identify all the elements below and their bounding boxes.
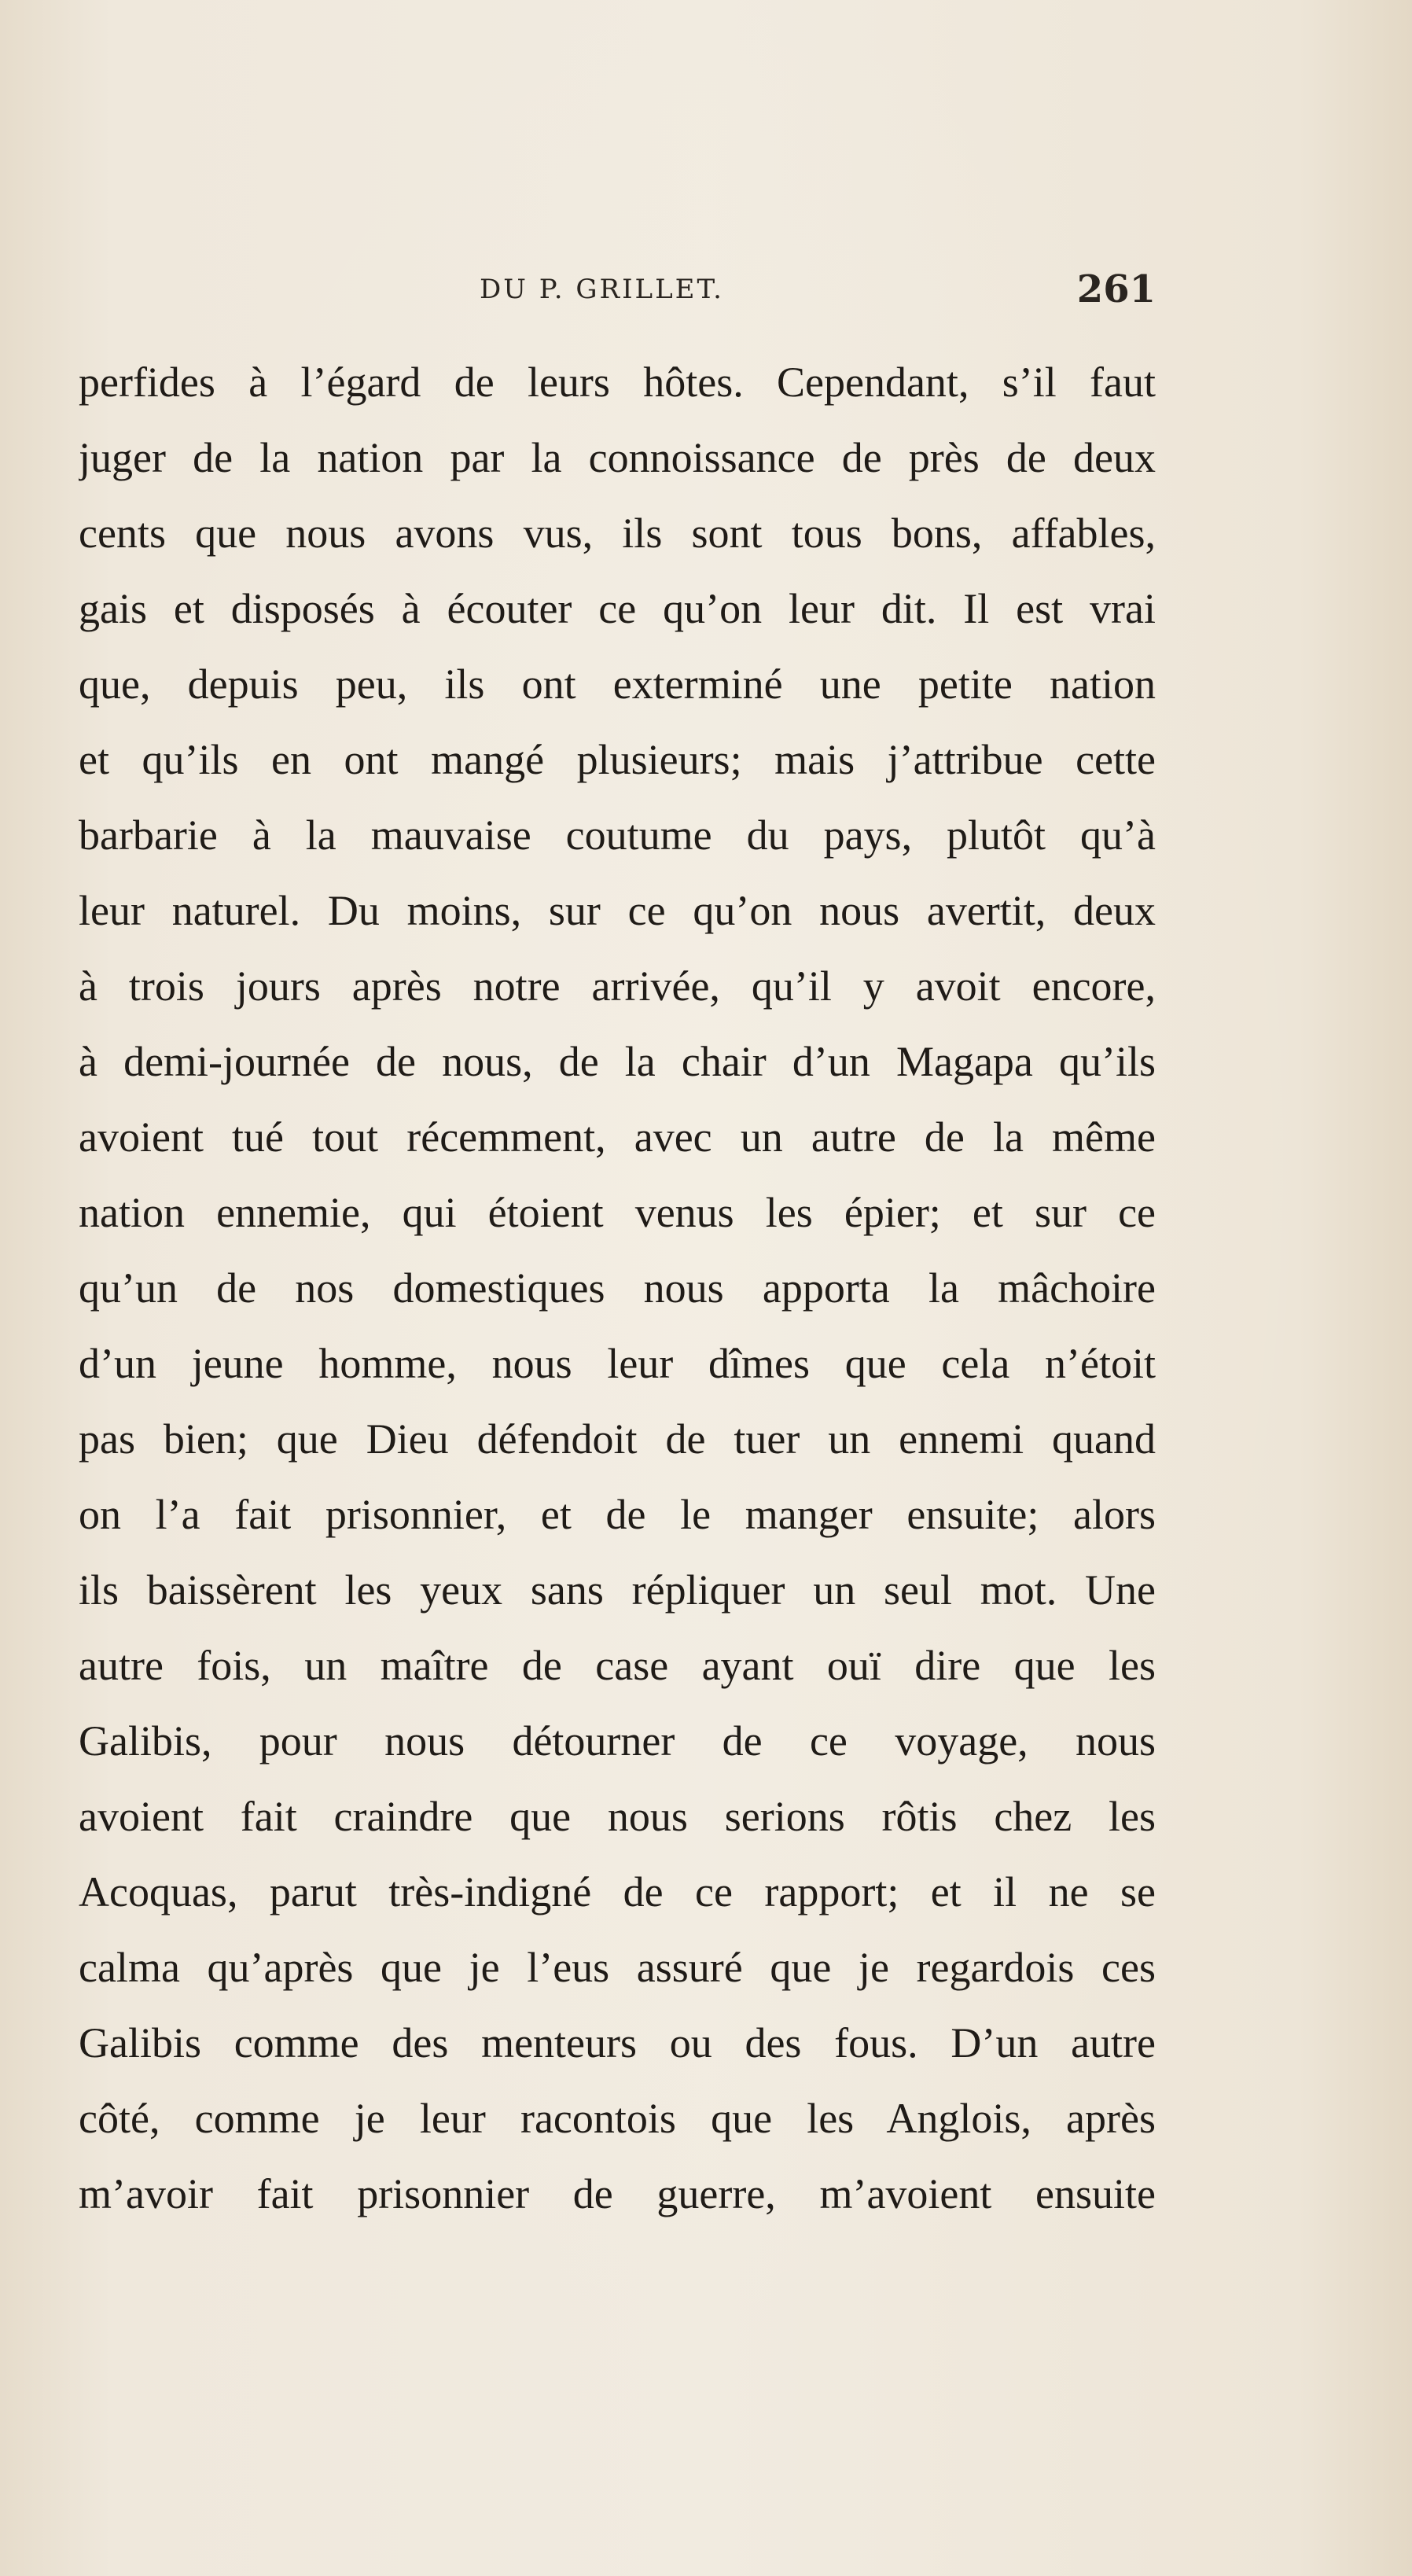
text-line: perfides à l’égard de leurs hôtes. Cependant, s’il faut bbox=[79, 359, 1156, 406]
page-number: 261 bbox=[1076, 267, 1156, 311]
text-line: Acoquas, parut très-indigné de ce rapport; et il ne se bbox=[79, 1868, 1156, 1915]
text-line: pas bien; que Dieu défendoit de tuer un ennemi quand bbox=[79, 1415, 1156, 1463]
text-line: gais et disposés à écouter ce qu’on leur dit. Il est vrai bbox=[79, 585, 1156, 632]
text-line: à trois jours après notre arrivée, qu’il y avoit encore, bbox=[79, 962, 1156, 1010]
text-line: cents que nous avons vus, ils sont tous bons, affables, bbox=[79, 510, 1156, 557]
text-line: à demi-journée de nous, de la chair d’un Magapa qu’ils bbox=[79, 1038, 1156, 1085]
text-line: qu’un de nos domestiques nous apporta la mâchoire bbox=[79, 1264, 1156, 1312]
text-line: autre fois, un maître de case ayant ouï dire que les bbox=[79, 1642, 1156, 1689]
text-line: nation ennemie, qui étoient venus les épier; et sur ce bbox=[79, 1189, 1156, 1236]
text-line: avoient tué tout récemment, avec un autre de la même bbox=[79, 1113, 1156, 1161]
text-line: leur naturel. Du moins, sur ce qu’on nous avertit, deux bbox=[79, 887, 1156, 934]
text-line: côté, comme je leur racontois que les Anglois, après bbox=[79, 2095, 1156, 2142]
text-line: juger de la nation par la connoissance de près de deux bbox=[79, 434, 1156, 481]
text-line: on l’a fait prisonnier, et de le manger ensuite; alors bbox=[79, 1491, 1156, 1538]
text-line: Galibis comme des menteurs ou des fous. D’un autre bbox=[79, 2019, 1156, 2066]
text-line: avoient fait craindre que nous serions rôtis chez les bbox=[79, 1793, 1156, 1840]
body-text bbox=[79, 344, 1156, 2232]
text-line: d’un jeune homme, nous leur dîmes que cela n’étoit bbox=[79, 1340, 1156, 1387]
text-line: m’avoir fait prisonnier de guerre, m’avoient ensuite bbox=[79, 2170, 1156, 2217]
text-line: et qu’ils en ont mangé plusieurs; mais j’attribue cette bbox=[79, 736, 1156, 783]
text-line: ils baissèrent les yeux sans répliquer un seul mot. Une bbox=[79, 1566, 1156, 1614]
text-line: que, depuis peu, ils ont exterminé une petite nation bbox=[79, 661, 1156, 708]
running-head: DU P. GRILLET. bbox=[480, 274, 724, 305]
text-line: barbarie à la mauvaise coutume du pays, plutôt qu’à bbox=[79, 811, 1156, 859]
text-line: calma qu’après que je l’eus assuré que je regardois ces bbox=[79, 1944, 1156, 1991]
text-line: Galibis, pour nous détourner de ce voyage, nous bbox=[79, 1717, 1156, 1765]
page-header bbox=[79, 267, 1156, 322]
